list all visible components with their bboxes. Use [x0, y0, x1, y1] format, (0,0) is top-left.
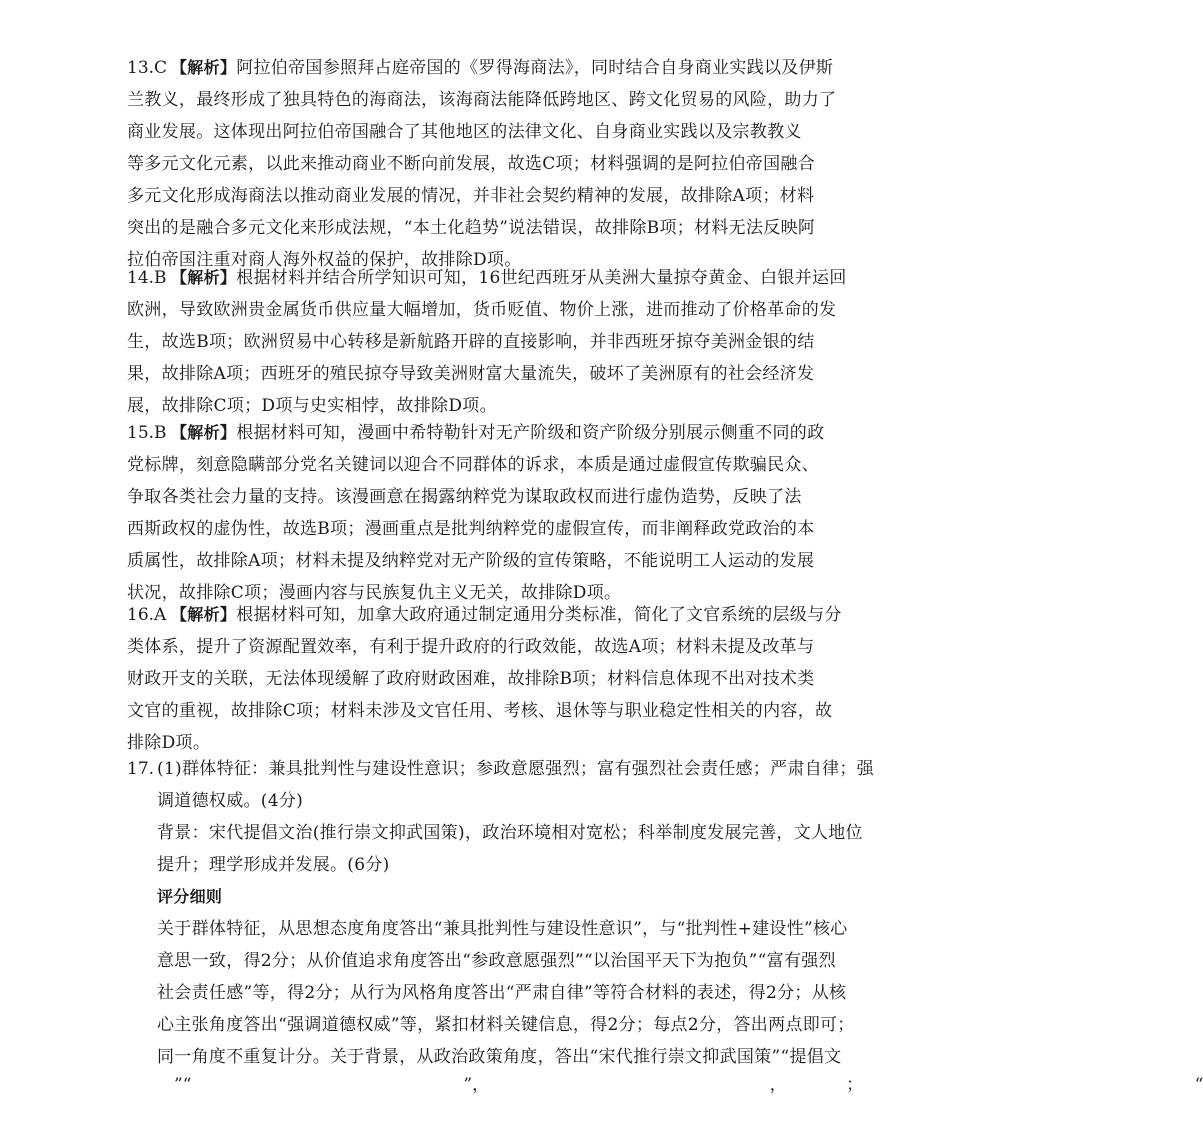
analysis-tag: 【解析】 [171, 58, 237, 77]
answer-body [171, 52, 832, 84]
answer-line: 【解析】根据材料可知，加拿大政府通过制定通用分类标准，简化了文官系统的层级与分 [171, 605, 842, 625]
question-number: 14.B [127, 268, 167, 288]
grading-line: 社会责任感”等，得2分；从行为风格角度答出“严肃自律”等符合材料的表述，得2分；从核 [157, 983, 847, 1003]
answer-line: 多元文化形成海商法以推动商业发展的情况，并非社会契约精神的发展，故排除A项；材料 [127, 186, 815, 206]
answer-line: 【解析】阿拉伯帝国参照拜占庭帝国的《罗得海商法》，同时结合自身商业实践以及伊斯 [171, 58, 834, 78]
answer-line: 财政开支的关联，无法体现缓解了政府财政困难，故排除B项；材料信息体现不出对技术类 [127, 669, 815, 689]
part1-line: 调道德权威。(4分) [157, 791, 304, 811]
grading-line: 意思一致，得2分；从价值追求角度答出“参政意愿强烈”“以治国平天下为抱负”“富有强烈 [157, 951, 836, 971]
question-number: 13.C [127, 58, 168, 78]
question-number: 15.B [127, 423, 167, 443]
answer-line: 【解析】根据材料并结合所学知识可知，16世纪西班牙从美洲大量掠夺黄金、白银并运回 [171, 268, 847, 288]
answer-line: 质属性，故排除A项；材料未提及纳粹党对无产阶级的宣传策略，不能说明工人运动的发展 [127, 551, 815, 571]
analysis-tag: 【解析】 [171, 423, 237, 442]
answer-13 [127, 52, 837, 276]
answer-line: 排除D项。 [127, 733, 211, 753]
grading-line: 同一角度不重复计分。关于背景，从政治政策角度，答出“宋代推行崇文抑武国策”“提倡文 [157, 1047, 842, 1067]
answer-line: 欧洲，导致欧洲贵金属货币供应量大幅增加，货币贬值、物价上涨，进而推动了价格革命的发 [127, 300, 837, 320]
answer-line: 商业发展。这体现出阿拉伯帝国融合了其他地区的法律文化、自身商业实践以及宗教教义 [127, 122, 802, 142]
answer-line: 突出的是融合多元文化来形成法规，“本土化趋势”说法错误，故排除B项；材料无法反映阿 [127, 218, 816, 238]
answer-line: 争取各类社会力量的支持。该漫画意在揭露纳粹党为谋取政权而进行虚伪造势，反映了法 [127, 487, 802, 507]
grading-line: 关于群体特征，从思想态度角度答出“兼具批判性与建设性意识”，与“批判性+建设性”核心 [157, 919, 848, 939]
answer-line: 状况，故排除C项；漫画内容与民族复仇主义无关，故排除D项。 [127, 583, 622, 603]
answer-17 [127, 753, 1203, 1095]
analysis-tag: 【解析】 [171, 268, 237, 287]
answer-16 [127, 599, 842, 759]
cut-off-line: ”“ ”， ， ； “ [157, 1075, 1203, 1095]
answer-line: 等多元文化元素，以此来推动商业不断向前发展，故选C项；材料强调的是阿拉伯帝国融合 [127, 154, 816, 174]
answer-line: 【解析】根据材料可知，漫画中希特勒针对无产阶级和资产阶级分别展示侧重不同的政 [171, 423, 825, 443]
answer-line: 展，故排除C项；D项与史实相悖，故排除D项。 [127, 396, 497, 416]
analysis-tag: 【解析】 [171, 605, 237, 624]
q17-body [157, 753, 1203, 1095]
answer-line: 果，故排除A项；西班牙的殖民掠夺导致美洲财富大量流失，破坏了美洲原有的社会经济发 [127, 364, 815, 384]
answer-line: 拉伯帝国注重对商人海外权益的保护，故排除D项。 [127, 250, 522, 270]
answer-line: 党标牌，刻意隐瞒部分党名关键词以迎合不同群体的诉求，本质是通过虚假宣传欺骗民众、 [127, 455, 819, 475]
answer-line: 生，故选B项；欧洲贸易中心转移是新航路开辟的直接影响，并非西班牙掠夺美洲金银的结 [127, 332, 815, 352]
answer-14 [127, 262, 847, 422]
answer-line: 类体系，提升了资源配置效率，有利于提升政府的行政效能，故选A项；材料未提及改革与 [127, 637, 815, 657]
part2-line: 背景：宋代提倡文治(推行崇文抑武国策)，政治环境相对宽松；科举制度发展完善，文人地位 [157, 823, 863, 843]
answer-15 [127, 417, 832, 609]
answer-line: 兰教义，最终形成了独具特色的海商法，该海商法能降低跨地区、跨文化贸易的风险，助力了 [127, 90, 837, 110]
part2-line: 提升；理学形成并发展。(6分) [157, 855, 390, 875]
part1-line: (1)群体特征：兼具批判性与建设性意识；参政意愿强烈；富有强烈社会责任感；严肃自律；强 [157, 759, 874, 779]
grading-title: 评分细则 [157, 887, 223, 906]
question-number: 17. [127, 759, 155, 779]
answer-line: 文官的重视，故排除C项；材料未涉及文官任用、考核、退休等与职业稳定性相关的内容，故 [127, 701, 833, 721]
answer-line: 西斯政权的虚伪性，故选B项；漫画重点是批判纳粹党的虚假宣传，而非阐释政党政治的本 [127, 519, 815, 539]
grading-line: 心主张角度答出“强调道德权威”等，紧扣材料关键信息，得2分；每点2分，答出两点即可； [157, 1015, 855, 1035]
question-number: 16.A [127, 605, 167, 625]
